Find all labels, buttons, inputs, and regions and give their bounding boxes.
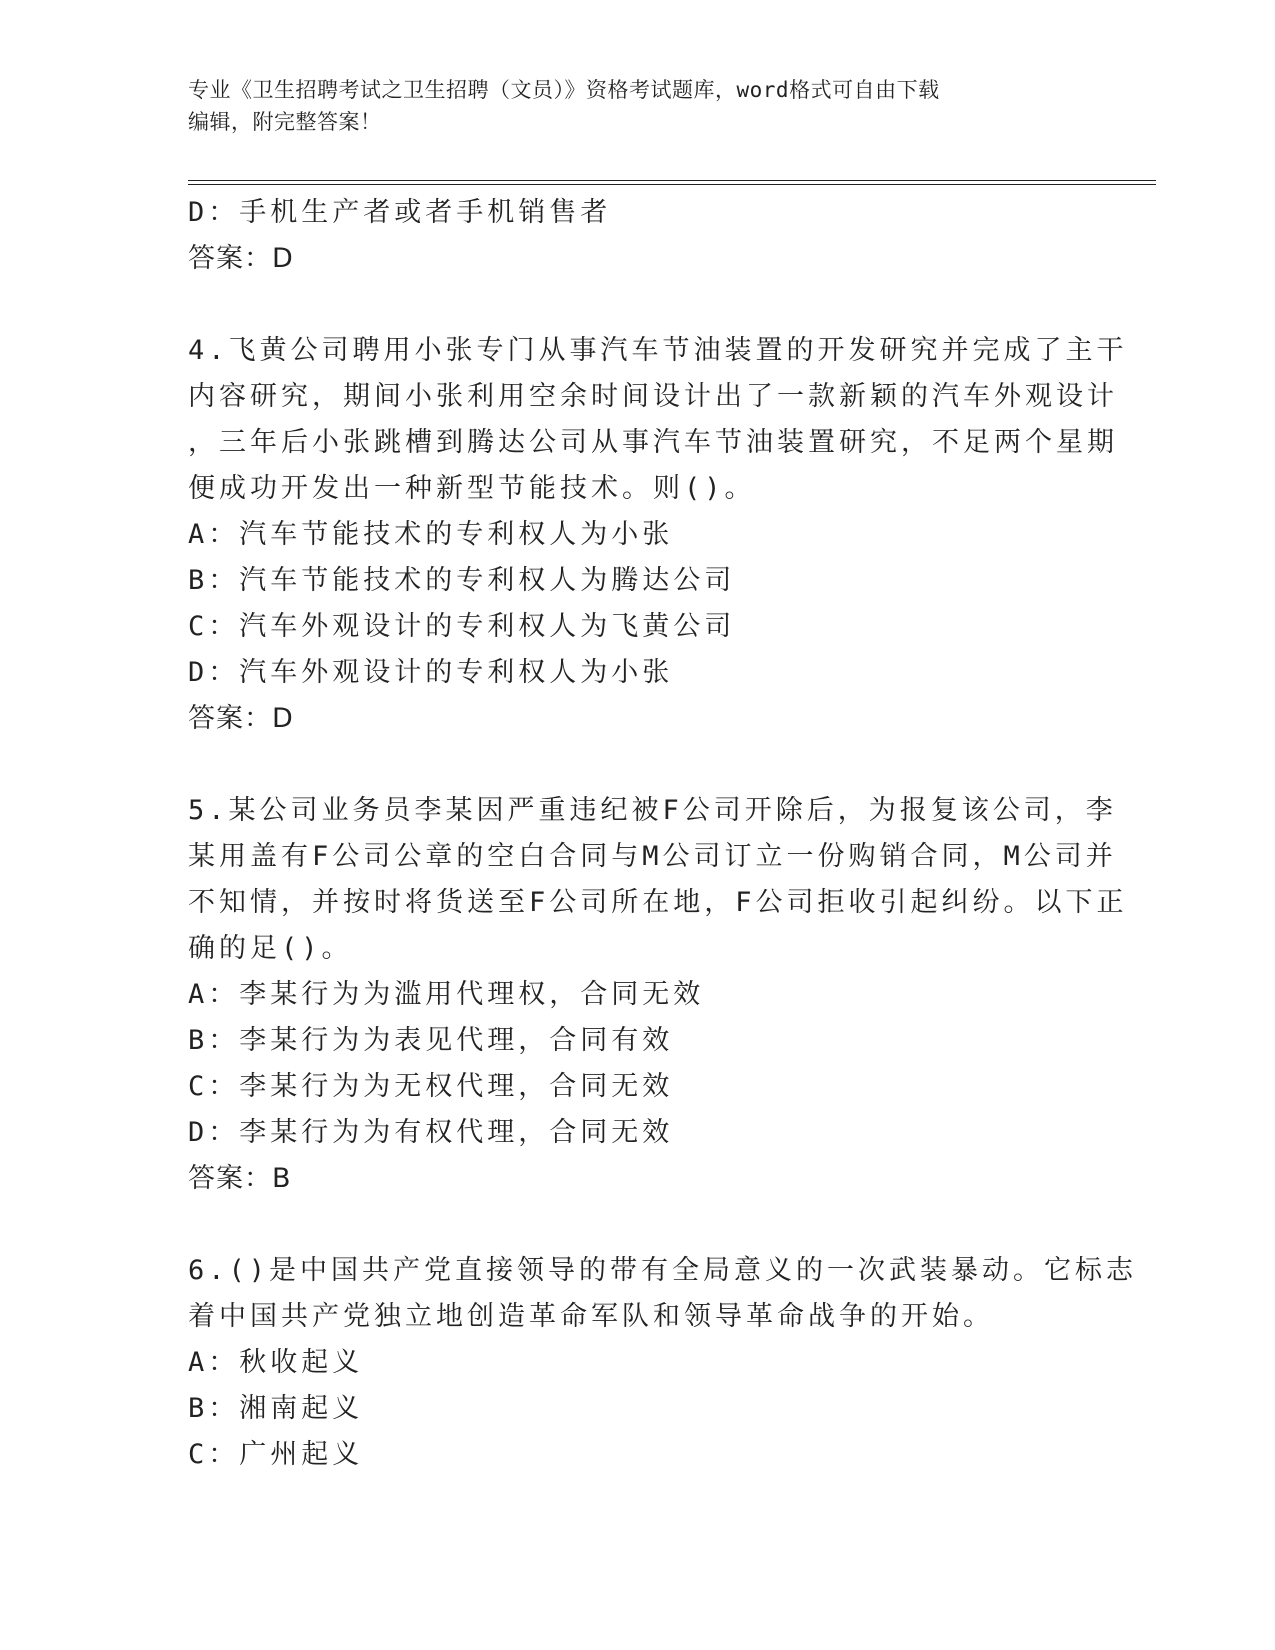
header-divider-bottom	[188, 184, 1156, 185]
q4-answer: 答案：D	[188, 703, 294, 734]
document-header	[188, 74, 1088, 138]
q4-stem-line: 内容研究，期间小张利用空余时间设计出了一款新颖的汽车外观设计	[188, 381, 1118, 412]
spacer	[188, 282, 1088, 328]
q5-stem-line: 某用盖有F公司公章的空白合同与M公司订立一份购销合同，M公司并	[188, 841, 1117, 872]
spacer	[188, 742, 1088, 788]
header-line-2: 编辑，附完整答案！	[188, 110, 382, 134]
q4-stem-line: 4.飞黄公司聘用小张专门从事汽车节油装置的开发研究并完成了主干	[188, 335, 1128, 366]
q5-stem-line: 不知情，并按时将货送至F公司所在地，F公司拒收引起纠纷。以下正	[188, 887, 1128, 918]
q4-option-b: B：汽车节能技术的专利权人为腾达公司	[188, 565, 736, 596]
question-5	[188, 788, 1128, 1202]
header-line-1: 专业《卫生招聘考试之卫生招聘（文员）》资格考试题库，word格式可自由下载	[188, 78, 940, 102]
question-4	[188, 328, 1128, 742]
q6-stem-line: 6.()是中国共产党直接领导的带有全局意义的一次武装暴动。它标志	[188, 1255, 1138, 1286]
q6-option-b: B：湘南起义	[188, 1393, 364, 1424]
q3-answer: 答案：D	[188, 243, 294, 274]
question-content	[188, 190, 1138, 1478]
q5-option-b: B：李某行为为表见代理，合同有效	[188, 1025, 674, 1056]
q6-option-c: C：广州起义	[188, 1439, 364, 1470]
q4-stem-line: 便成功开发出一种新型节能技术。则()。	[188, 473, 756, 504]
q4-option-c: C：汽车外观设计的专利权人为飞黄公司	[188, 611, 736, 642]
q5-option-a: A：李某行为为滥用代理权，合同无效	[188, 979, 705, 1010]
spacer	[188, 1202, 1088, 1248]
q6-option-a: A：秋收起义	[188, 1347, 364, 1378]
question-6	[188, 1248, 1138, 1478]
q4-stem-line: ，三年后小张跳槽到腾达公司从事汽车节油装置研究，不足两个星期	[188, 427, 1118, 458]
q4-option-d: D：汽车外观设计的专利权人为小张	[188, 657, 674, 688]
q5-answer: 答案：B	[188, 1163, 292, 1194]
header-divider-top	[188, 180, 1156, 181]
q6-stem-line: 着中国共产党独立地创造革命军队和领导革命战争的开始。	[188, 1301, 994, 1332]
q5-stem-line: 确的足()。	[188, 933, 353, 964]
q4-option-a: A：汽车节能技术的专利权人为小张	[188, 519, 674, 550]
q5-option-c: C：李某行为为无权代理，合同无效	[188, 1071, 674, 1102]
q5-option-d: D：李某行为为有权代理，合同无效	[188, 1117, 674, 1148]
q5-stem-line: 5.某公司业务员李某因严重违纪被F公司开除后，为报复该公司，李	[188, 795, 1117, 826]
q3-option-d: D：手机生产者或者手机销售者	[188, 197, 612, 228]
